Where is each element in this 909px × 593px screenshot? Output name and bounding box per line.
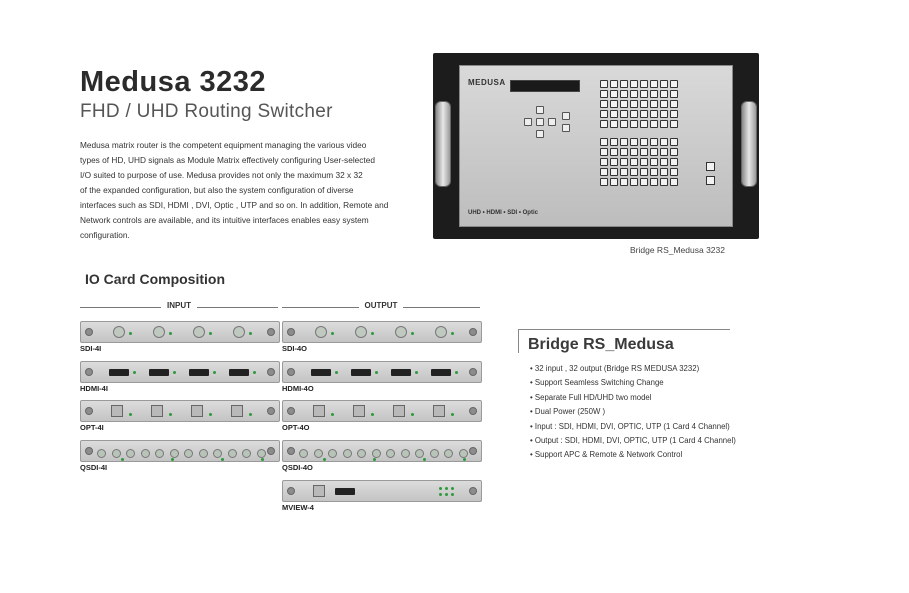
hdmi-port-icon: [311, 369, 331, 376]
bnc-connector-icon: [213, 449, 222, 458]
status-led: [169, 332, 172, 335]
panel-button: [630, 168, 638, 176]
status-led: [451, 332, 454, 335]
panel-button: [650, 168, 658, 176]
status-led: [261, 458, 264, 461]
nav-right-key: [548, 118, 556, 126]
bnc-connector-icon: [314, 449, 323, 458]
status-led: [209, 413, 212, 416]
status-led: [455, 371, 458, 374]
panel-button: [660, 90, 668, 98]
page-title: Medusa 3232: [80, 66, 267, 98]
panel-button: [660, 110, 668, 118]
spec-item: • Separate Full HD/UHD two model: [530, 391, 736, 405]
spec-item: • Output : SDI, HDMI, DVI, OPTIC, UTP (1 Card 4 Channel): [530, 434, 736, 448]
panel-button: [600, 120, 608, 128]
bnc-connector-icon: [357, 449, 366, 458]
panel-button: [660, 168, 668, 176]
bnc-connector-icon: [459, 449, 468, 458]
bnc-connector-icon: [242, 449, 251, 458]
product-description: [80, 138, 410, 243]
screw-icon: [287, 487, 295, 495]
status-led: [173, 371, 176, 374]
bnc-connector-icon: [141, 449, 150, 458]
format-badge: UHD • HDMI • SDI • Optic: [468, 210, 538, 216]
panel-button: [600, 168, 608, 176]
screw-icon: [287, 368, 295, 376]
panel-button: [620, 90, 628, 98]
panel-button: [640, 168, 648, 176]
hdmi-port-icon: [431, 369, 451, 376]
panel-button: [670, 120, 678, 128]
bnc-connector-icon: [299, 449, 308, 458]
optical-port-icon: [433, 405, 445, 417]
status-led: [169, 413, 172, 416]
bnc-connector-icon: [415, 449, 424, 458]
panel-button: [610, 80, 618, 88]
screw-icon: [267, 447, 275, 455]
description-line: Network controls are available, and its intuitive interfaces enables easy system: [80, 215, 369, 225]
panel-button: [600, 178, 608, 186]
description-line: Medusa matrix router is the competent equipment managing the various video: [80, 140, 367, 150]
optical-port-icon: [191, 405, 203, 417]
panel-button: [650, 110, 658, 118]
screw-icon: [267, 328, 275, 336]
panel-button: [620, 110, 628, 118]
panel-button: [620, 148, 628, 156]
spec-item: • Support Seamless Switching Change: [530, 376, 736, 390]
take-button: [706, 162, 715, 171]
bnc-connector-icon: [386, 449, 395, 458]
panel-button: [600, 80, 608, 88]
nav-down-key: [536, 130, 544, 138]
io-card-label: HDMI-4I: [80, 384, 108, 393]
bnc-connector-icon: [315, 326, 327, 338]
panel-button: [650, 90, 658, 98]
panel-button: [610, 148, 618, 156]
panel-button: [610, 158, 618, 166]
panel-button: [610, 110, 618, 118]
io-card-label: SDI-4I: [80, 344, 102, 353]
io-card-label: QSDI-4O: [282, 463, 313, 472]
panel-button: [630, 178, 638, 186]
panel-button: [650, 178, 658, 186]
panel-button: [660, 100, 668, 108]
panel-button: [630, 100, 638, 108]
panel-button: [670, 90, 678, 98]
medusa-logo: MEDUSA: [468, 78, 506, 87]
panel-button: [620, 138, 628, 146]
panel-button: [610, 138, 618, 146]
nav-enter-key: [536, 118, 544, 126]
spec-item: • 32 input , 32 output (Bridge RS MEDUSA 3232): [530, 362, 736, 376]
bnc-connector-icon: [430, 449, 439, 458]
hdmi-port-icon: [391, 369, 411, 376]
panel-button: [660, 138, 668, 146]
io-card-label: OPT-4O: [282, 423, 310, 432]
io-card-mview: [282, 480, 482, 502]
screw-icon: [287, 328, 295, 336]
hdmi-port-icon: [229, 369, 249, 376]
bnc-connector-icon: [401, 449, 410, 458]
spec-item: • Support APC & Remote & Network Control: [530, 448, 736, 462]
panel-button: [640, 110, 648, 118]
bnc-connector-icon: [257, 449, 266, 458]
optical-port-icon: [353, 405, 365, 417]
bnc-connector-icon: [372, 449, 381, 458]
lcd-display: [510, 80, 580, 92]
spec-frame: [518, 329, 730, 330]
nav-up-key: [536, 106, 544, 114]
spec-item: • Input : SDI, HDMI, DVI, OPTIC, UTP (1 Card 4 Channel): [530, 420, 736, 434]
description-line: types of HD, UHD signals as Module Matrix effectively configuring User-selected: [80, 155, 375, 165]
panel-button: [620, 178, 628, 186]
panel-button: [600, 110, 608, 118]
status-led: [371, 413, 374, 416]
bnc-connector-icon: [444, 449, 453, 458]
optical-port-icon: [313, 485, 325, 497]
status-led: [121, 458, 124, 461]
panel-button: [600, 100, 608, 108]
screw-icon: [85, 368, 93, 376]
bnc-connector-icon: [193, 326, 205, 338]
panel-button: [660, 80, 668, 88]
input-column-header: [80, 301, 278, 313]
bnc-connector-icon: [233, 326, 245, 338]
panel-button: [620, 158, 628, 166]
front-panel: [459, 65, 733, 227]
panel-button: [670, 158, 678, 166]
panel-button: [600, 138, 608, 146]
bnc-connector-icon: [435, 326, 447, 338]
status-led: [129, 332, 132, 335]
panel-button: [670, 148, 678, 156]
panel-button: [640, 148, 648, 156]
status-led: [249, 332, 252, 335]
optical-port-icon: [151, 405, 163, 417]
io-card-label: MVIEW-4: [282, 503, 314, 512]
status-led: [209, 332, 212, 335]
panel-button: [620, 80, 628, 88]
output-label: OUTPUT: [359, 301, 404, 310]
bnc-connector-icon: [228, 449, 237, 458]
nav-left-key: [524, 118, 532, 126]
panel-button: [630, 90, 638, 98]
panel-button: [670, 138, 678, 146]
bnc-connector-icon: [343, 449, 352, 458]
status-led: [451, 487, 454, 490]
screw-icon: [469, 447, 477, 455]
io-card-qsdi: [282, 440, 482, 462]
bnc-connector-icon: [395, 326, 407, 338]
panel-button: [620, 120, 628, 128]
panel-button: [640, 120, 648, 128]
panel-button: [610, 90, 618, 98]
panel-button: [660, 148, 668, 156]
rack-handle-left: [435, 101, 451, 187]
spec-list: [530, 362, 736, 463]
status-led: [439, 493, 442, 496]
panel-button: [600, 158, 608, 166]
bnc-connector-icon: [170, 449, 179, 458]
screw-icon: [469, 368, 477, 376]
status-led: [213, 371, 216, 374]
hdmi-port-icon: [109, 369, 129, 376]
panel-button: [630, 110, 638, 118]
status-led: [411, 413, 414, 416]
page-subtitle: FHD / UHD Routing Switcher: [80, 101, 333, 122]
io-card-sdi: [80, 321, 280, 343]
status-led: [171, 458, 174, 461]
panel-button: [620, 100, 628, 108]
navigation-pad: [510, 106, 570, 146]
panel-button: [600, 90, 608, 98]
status-led: [129, 413, 132, 416]
status-led: [463, 458, 466, 461]
optical-port-icon: [111, 405, 123, 417]
status-led: [371, 332, 374, 335]
io-section-title: IO Card Composition: [85, 271, 225, 287]
panel-button: [660, 178, 668, 186]
hdmi-port-icon: [189, 369, 209, 376]
io-card-opt: [282, 400, 482, 422]
product-caption: Bridge RS_Medusa 3232: [630, 245, 725, 255]
description-line: configuration.: [80, 230, 130, 240]
status-led: [373, 458, 376, 461]
status-led: [133, 371, 136, 374]
panel-button: [650, 100, 658, 108]
menu-button: [706, 176, 715, 185]
panel-button: [640, 90, 648, 98]
status-led: [335, 371, 338, 374]
screw-icon: [287, 407, 295, 415]
side-key: [562, 124, 570, 132]
bnc-connector-icon: [126, 449, 135, 458]
spec-frame: [518, 329, 519, 353]
bnc-connector-icon: [112, 449, 121, 458]
screw-icon: [287, 447, 295, 455]
io-card-label: SDI-4O: [282, 344, 308, 353]
hdmi-port-icon: [351, 369, 371, 376]
source-button-grid: [600, 80, 678, 128]
panel-button: [650, 138, 658, 146]
bnc-connector-icon: [113, 326, 125, 338]
bnc-connector-icon: [153, 326, 165, 338]
screw-icon: [85, 407, 93, 415]
panel-button: [610, 100, 618, 108]
optical-port-icon: [313, 405, 325, 417]
io-card-label: QSDI-4I: [80, 463, 108, 472]
panel-button: [670, 178, 678, 186]
spec-title: Bridge RS_Medusa: [528, 336, 674, 353]
io-card-hdmi: [282, 361, 482, 383]
status-led: [331, 413, 334, 416]
rack-handle-right: [741, 101, 757, 187]
description-line: I/O suited to purpose of use. Medusa provides not only the maximum 32 x 32: [80, 170, 363, 180]
panel-button: [650, 120, 658, 128]
status-led: [221, 458, 224, 461]
output-column-header: [282, 301, 480, 313]
bnc-connector-icon: [184, 449, 193, 458]
panel-button: [630, 138, 638, 146]
status-led: [439, 487, 442, 490]
panel-button: [640, 80, 648, 88]
panel-button: [650, 80, 658, 88]
io-card-opt: [80, 400, 280, 422]
io-card-hdmi: [80, 361, 280, 383]
screw-icon: [85, 328, 93, 336]
optical-port-icon: [231, 405, 243, 417]
spec-item: • Dual Power (250W ): [530, 405, 736, 419]
bnc-connector-icon: [97, 449, 106, 458]
destination-button-grid: [600, 138, 678, 186]
description-line: of the expanded configuration, but also the system configuration of diverse: [80, 185, 354, 195]
panel-button: [640, 178, 648, 186]
status-led: [445, 493, 448, 496]
input-label: INPUT: [161, 301, 197, 310]
side-key: [562, 112, 570, 120]
panel-button: [670, 110, 678, 118]
panel-button: [650, 148, 658, 156]
screw-icon: [85, 447, 93, 455]
panel-button: [630, 148, 638, 156]
io-card-label: OPT-4I: [80, 423, 104, 432]
hdmi-port-icon: [149, 369, 169, 376]
panel-button: [660, 120, 668, 128]
status-led: [249, 413, 252, 416]
panel-button: [630, 120, 638, 128]
panel-button: [670, 80, 678, 88]
bnc-connector-icon: [155, 449, 164, 458]
status-led: [451, 493, 454, 496]
panel-button: [640, 138, 648, 146]
status-led: [423, 458, 426, 461]
screw-icon: [469, 487, 477, 495]
panel-button: [630, 80, 638, 88]
bnc-connector-icon: [328, 449, 337, 458]
panel-button: [620, 168, 628, 176]
panel-button: [650, 158, 658, 166]
bnc-connector-icon: [199, 449, 208, 458]
panel-button: [610, 168, 618, 176]
panel-button: [670, 168, 678, 176]
status-led: [323, 458, 326, 461]
bnc-connector-icon: [355, 326, 367, 338]
screw-icon: [267, 407, 275, 415]
hdmi-port-icon: [335, 488, 355, 495]
panel-button: [640, 100, 648, 108]
io-card-sdi: [282, 321, 482, 343]
screw-icon: [267, 368, 275, 376]
screw-icon: [469, 407, 477, 415]
description-line: interfaces such as SDI, HDMI , DVI, Optic , UTP and so on. In addition, Remote and: [80, 200, 389, 210]
panel-button: [670, 100, 678, 108]
io-card-qsdi: [80, 440, 280, 462]
panel-button: [600, 148, 608, 156]
panel-button: [630, 158, 638, 166]
status-led: [411, 332, 414, 335]
io-card-label: HDMI-4O: [282, 384, 314, 393]
product-image: [433, 53, 759, 239]
status-led: [445, 487, 448, 490]
panel-button: [610, 178, 618, 186]
status-led: [375, 371, 378, 374]
panel-button: [610, 120, 618, 128]
panel-button: [660, 158, 668, 166]
status-led: [253, 371, 256, 374]
panel-button: [640, 158, 648, 166]
optical-port-icon: [393, 405, 405, 417]
status-led: [415, 371, 418, 374]
screw-icon: [469, 328, 477, 336]
status-led: [451, 413, 454, 416]
status-led: [331, 332, 334, 335]
